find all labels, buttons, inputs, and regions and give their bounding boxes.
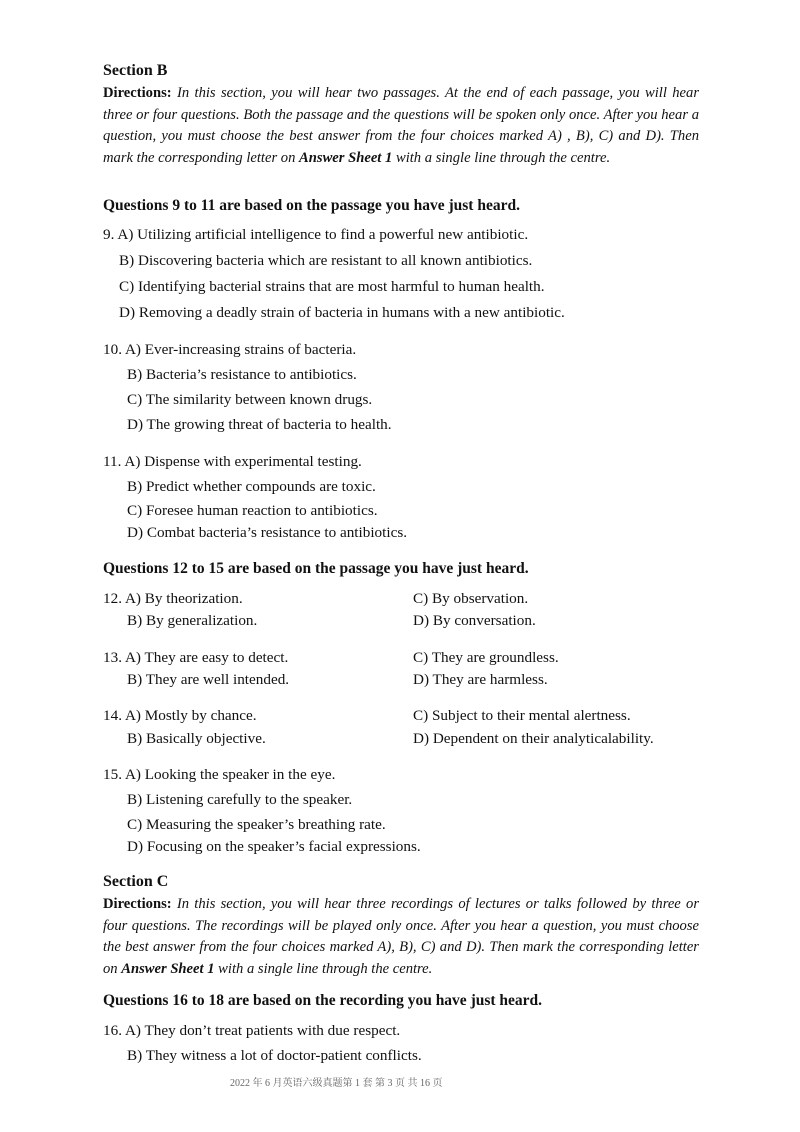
section-b-directions — [103, 83, 699, 169]
answer-sheet-ref: Answer Sheet 1 — [121, 960, 215, 977]
section-b-title: Section B — [103, 62, 168, 79]
q12-option-d: D) By conversation. — [413, 612, 536, 629]
q13-option-d: D) They are harmless. — [413, 671, 548, 688]
q16-option-a: 16. A) They don’t treat patients with due respect. — [103, 1022, 401, 1039]
q9-option-b: B) Discovering bacteria which are resistant to all known antibiotics. — [119, 252, 533, 269]
q11-option-c: C) Foresee human reaction to antibiotics. — [127, 502, 378, 519]
section-c-title: Section C — [103, 873, 169, 890]
q12-option-b: B) By generalization. — [127, 612, 258, 629]
q11-option-a: 11. A) Dispense with experimental testing. — [103, 453, 362, 470]
question-group-heading: Questions 12 to 15 are based on the passage you have just heard. — [103, 560, 529, 577]
q13-option-b: B) They are well intended. — [127, 671, 290, 688]
q15-option-d: D) Focusing on the speaker’s facial expressions. — [127, 838, 421, 855]
q15-option-c: C) Measuring the speaker’s breathing rate. — [127, 816, 386, 833]
q10-option-d: D) The growing threat of bacteria to health. — [127, 416, 392, 433]
question-group-heading: Questions 16 to 18 are based on the recording you have just heard. — [103, 992, 543, 1009]
q9-option-d: D) Removing a deadly strain of bacteria in humans with a new antibiotic. — [119, 304, 565, 321]
question-group-heading: Questions 9 to 11 are based on the passage you have just heard. — [103, 197, 520, 214]
q15-option-b: B) Listening carefully to the speaker. — [127, 791, 353, 808]
q14-option-c: C) Subject to their mental alertness. — [413, 707, 631, 724]
q15-option-a: 15. A) Looking the speaker in the eye. — [103, 766, 336, 783]
q16-option-b: B) They witness a lot of doctor-patient conflicts. — [127, 1047, 422, 1064]
q10-option-c: C) The similarity between known drugs. — [127, 391, 373, 408]
q11-option-b: B) Predict whether compounds are toxic. — [127, 478, 376, 495]
directions-text-end: with a single line through the centre. — [392, 149, 611, 166]
directions-label: Directions: — [103, 896, 172, 912]
q13-option-a: 13. A) They are easy to detect. — [103, 649, 289, 666]
section-c-directions — [103, 894, 699, 980]
q9-option-c: C) Identifying bacterial strains that are most harmful to human health. — [119, 278, 545, 295]
directions-text: In this section, you will hear three recordings of lectures or talks followed by three or four questions. The recordings will be played only once. After you hear a question, you must choose the best answer from the four choices marked A), B), C) and D). Then mark the corresponding letter on — [103, 896, 699, 977]
directions-text-end: with a single line through the centre. — [214, 960, 433, 977]
directions-text: In this section, you will hear two passages. At the end of each passage, you will hear three or four questions. Both the passage and the questions will be spoken only once. After you hear a question, you must choose the best answer from the four choices marked A) , B), C) and D). Then mark the corresponding letter on — [103, 85, 699, 166]
q14-option-a: 14. A) Mostly by chance. — [103, 707, 257, 724]
q12-option-c: C) By observation. — [413, 590, 529, 607]
page-footer: 2022 年 6 月英语六级真题第 1 套 第 3 页 共 16 页 — [230, 1078, 443, 1089]
q9-option-a: 9. A) Utilizing artificial intelligence to find a powerful new antibiotic. — [103, 226, 529, 243]
answer-sheet-ref: Answer Sheet 1 — [299, 149, 393, 166]
q14-option-b: B) Basically objective. — [127, 730, 266, 747]
directions-label: Directions: — [103, 85, 172, 101]
q11-option-d: D) Combat bacteria’s resistance to antibiotics. — [127, 524, 408, 541]
q10-option-a: 10. A) Ever-increasing strains of bacteria. — [103, 341, 357, 358]
q12-option-a: 12. A) By theorization. — [103, 590, 243, 607]
q10-option-b: B) Bacteria’s resistance to antibiotics. — [127, 366, 357, 383]
q14-option-d: D) Dependent on their analyticalability. — [413, 730, 654, 747]
q13-option-c: C) They are groundless. — [413, 649, 559, 666]
